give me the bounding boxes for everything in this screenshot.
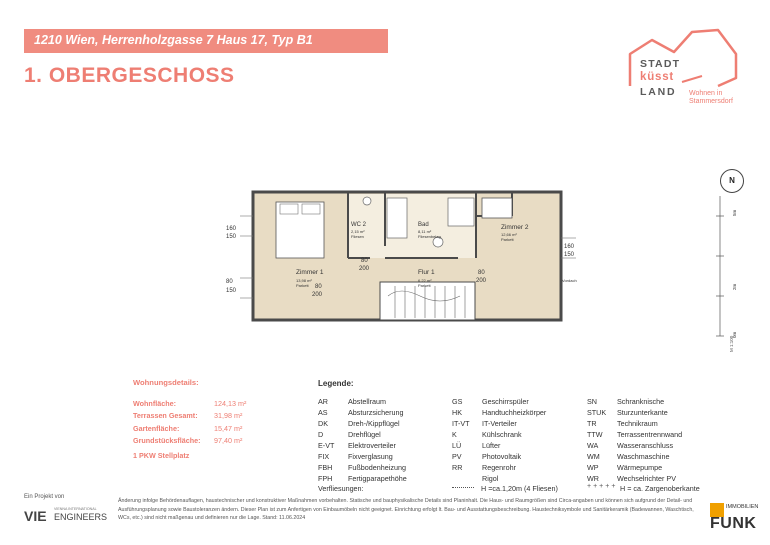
zargen-height-text: H = ca. Zargenoberkante [620, 484, 700, 493]
immobilien-funk-logo [710, 503, 762, 537]
legend-text: Handtuchheizkörper [482, 408, 547, 417]
legend-abbr: GS [452, 397, 463, 406]
legend-abbr: SN [587, 397, 597, 406]
room-wc2-name: WC 2 [351, 222, 366, 228]
zargen-dots-icon: +++++ [587, 483, 618, 490]
legend-abbr: WA [587, 441, 599, 450]
ein-projekt-label: Ein Projekt von [24, 494, 65, 500]
detail-value-terrassen: 31,98 m² [214, 411, 243, 420]
legend-abbr: RR [452, 463, 463, 472]
north-compass [720, 169, 744, 193]
address-text: 1210 Wien, Herrenholzgasse 7 Haus 17, Typ B1 [34, 33, 313, 47]
detail-value-grundstueck: 97,40 m² [214, 436, 243, 445]
legend-abbr: FBH [318, 463, 333, 472]
legend-abbr: E-VT [318, 441, 335, 450]
legend-text: Regenrohr [482, 463, 516, 472]
fliesen-line-icon [452, 487, 474, 488]
dim-left-lower-a: 80 [226, 279, 233, 285]
legend-text: Kühlschrank [482, 430, 522, 439]
stadt-kuesst-land-logo [622, 24, 748, 114]
dim-door2-b: 200 [359, 266, 370, 272]
legend-text: Drehflügel [348, 430, 381, 439]
legend-abbr: WP [587, 463, 599, 472]
room-zimmer2-name: Zimmer 2 [501, 224, 529, 231]
dim-left-lower-b: 150 [226, 288, 237, 294]
funk-small: IMMOBILIEN [726, 504, 759, 510]
legend-text: Elektroverteiler [348, 441, 396, 450]
detail-label-garten: Gartenfläche: [133, 424, 180, 433]
room-flur1-area: 6,22 m² [418, 278, 432, 283]
detail-label-terrassen: Terrassen Gesamt: [133, 411, 198, 420]
legend-abbr: HK [452, 408, 462, 417]
legend-text: Terrassentrennwand [617, 430, 683, 439]
room-flur1-name: Flur 1 [418, 269, 435, 276]
logo-word-kuesst: küsst [640, 71, 675, 83]
address-banner [24, 29, 388, 53]
dim-door1-b: 200 [312, 292, 323, 298]
funk-big: FUNK [710, 515, 757, 532]
legend-text: Wärmepumpe [617, 463, 663, 472]
legend-text: Fixverglasung [348, 452, 393, 461]
logo-word-land: LAND [640, 86, 677, 98]
fliesen-height-text: H =ca.1,20m (4 Fliesen) [481, 484, 558, 493]
legend-abbr: FIX [318, 452, 330, 461]
legend-text: IT-Verteiler [482, 419, 517, 428]
legend-abbr: IT-VT [452, 419, 470, 428]
svg-text:0m: 0m [732, 331, 737, 338]
legend-abbr: STUK [587, 408, 607, 417]
legend-text: Waschmaschine [617, 452, 670, 461]
legend-abbr: AR [318, 397, 328, 406]
detail-label-grundstueck: Grundstücksfläche: [133, 436, 201, 445]
dim-door1-a: 80 [315, 284, 322, 290]
dim-door2-a: 80 [361, 258, 368, 264]
legend-text: Lüfter [482, 441, 501, 450]
legend-abbr: K [452, 430, 457, 439]
legend-abbr: DK [318, 419, 328, 428]
verfliesungen-label: Verfliesungen: [318, 484, 364, 493]
legend-col-1 [318, 396, 458, 488]
side-scale-bar [712, 196, 752, 396]
vie-main: ENGINEERS [54, 512, 108, 522]
vie-engineers-logo [24, 506, 116, 524]
legend-text: Sturzunterkante [617, 408, 668, 417]
dim-right-b: 150 [564, 252, 575, 258]
vie-short: VIE [24, 508, 47, 524]
detail-parking: 1 PKW Stellplatz [133, 451, 190, 460]
floor-plan [220, 186, 590, 326]
room-bad-floor: Fliesenbelag [418, 234, 441, 239]
legend-abbr: WM [587, 452, 600, 461]
legend-text: Schranknische [617, 397, 665, 406]
logo-tagline-1: Wohnen in [689, 90, 723, 97]
legend-text: Photovoltaik [482, 452, 522, 461]
legend-title: Legende: [318, 379, 354, 388]
details-title: Wohnungsdetails: [133, 378, 199, 387]
svg-text:5m: 5m [732, 209, 737, 216]
room-zimmer1-area: 13,98 m² [296, 278, 312, 283]
detail-value-garten: 15,47 m² [214, 424, 243, 433]
legend-abbr: WR [587, 474, 599, 483]
room-zimmer1-floor: Parkett [296, 283, 309, 288]
legend-text: Geschirrspüler [482, 397, 529, 406]
detail-label-wohnflaeche: Wohnfläche: [133, 399, 176, 408]
legend-text: Abstellraum [348, 397, 386, 406]
detail-value-wohnflaeche: 124,13 m² [214, 399, 247, 408]
legend-text: Technikraum [617, 419, 658, 428]
legend-text: Rigol [482, 474, 499, 483]
dim-door3-a: 80 [478, 270, 485, 276]
room-zimmer2-area: 12,66 m² [501, 232, 517, 237]
legend-text: Dreh-/Kippflügel [348, 419, 400, 428]
floor-title: 1. OBERGESCHOSS [24, 64, 235, 87]
legend-abbr: AS [318, 408, 328, 417]
room-bad-name: Bad [418, 222, 429, 228]
room-zimmer2-floor: Parkett [501, 237, 514, 242]
legend-abbr: TTW [587, 430, 603, 439]
north-label: N [729, 176, 735, 185]
right-note: Vordach [562, 278, 577, 283]
legend-text: Wasseranschluss [617, 441, 674, 450]
logo-word-stadt: STADT [640, 58, 681, 70]
scale-label: M 1:100 [729, 335, 734, 352]
legend-col-2 [452, 396, 592, 488]
dim-left-upper-b: 150 [226, 234, 237, 240]
room-wc2-floor: Fliesen [351, 234, 364, 239]
footer-disclaimer: Änderung infolge Behördenauflagen, haustechnischer und konstruktiver Maßnahmen vorbehalten. Statische und bauphysikalische Details sind Planinhalt. Die Haus- und Raumgrößen sind Circa-angaben und können sich aufgrund der Detail- und Ausführungsplanung sowie Baustoleranzen ändern. Dieser Plan ist zum Anfertigen von Einbaumöbeln nicht geeignet. Einrichtung erfolgt lt. Bau- und Ausstattungsbeschreibung. Haustechniksymbole und Sanitärkeramik (Badewannen, Waschtisch, WCs, etc.) sind nicht maßgenau und definieren nur die Lage. Stand: 11.06.2024 [118, 498, 694, 522]
dim-left-upper-a: 160 [226, 226, 237, 232]
legend-text: Absturzsicherung [348, 408, 404, 417]
legend-abbr: PV [452, 452, 462, 461]
legend-text: Fertigparapethöhe [348, 474, 407, 483]
logo-tagline-2: Stammersdorf [689, 98, 733, 105]
legend-col-3 [587, 396, 727, 488]
dim-door3-b: 200 [476, 278, 487, 284]
legend-abbr: D [318, 430, 324, 439]
room-wc2-area: 2,15 m² [351, 229, 365, 234]
dim-right-a: 160 [564, 244, 575, 250]
room-flur1-floor: Parkett [418, 283, 431, 288]
legend-abbr: FPH [318, 474, 333, 483]
room-bad-area: 8,11 m² [418, 229, 432, 234]
legend-abbr: LÜ [452, 441, 462, 450]
svg-text:2m: 2m [732, 283, 737, 290]
legend-text: Wechselrichter PV [617, 474, 676, 483]
legend-abbr: TR [587, 419, 597, 428]
room-zimmer1-name: Zimmer 1 [296, 269, 324, 276]
legend-text: Fußbodenheizung [348, 463, 406, 472]
vie-sub: VIENNA INTERNATIONAL [54, 507, 97, 511]
